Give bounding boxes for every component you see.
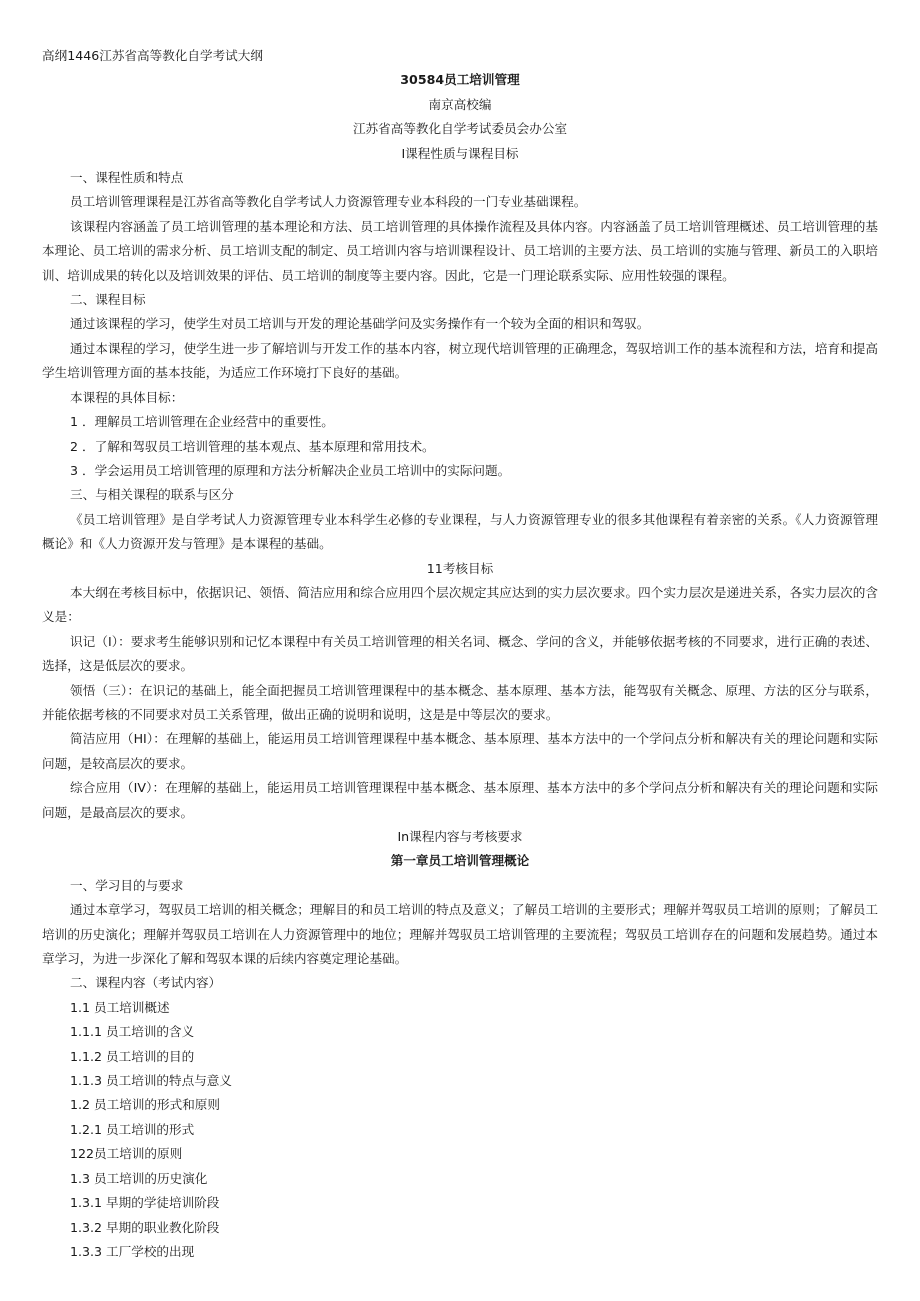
header-line: 高纲1446江苏省高等教化自学考试大纲 <box>42 48 263 63</box>
chapter1-section1-paragraph: 通过本章学习，驾驭员工培训的相关概念；理解目的和员工培训的特点及意义；了解员工培训的主要形式；理解并驾驭员工培训的原则；了解员工培训的历史演化；理解并驾驭员工培训在人力资源管理中的地位；理解并驾驭员工培训管理的主要流程；驾驭员工培训存在的问题和发展趋势。通过本章学习，为进一步深化了解和驾驭本课的后续内容奠定理论基础。 <box>42 902 878 967</box>
section3-paragraph: 《员工培训管理》是自学考试人力资源管理专业本科学生必修的专业课程，与人力资源管理专业的很多其他课程有着亲密的关系。《人力资源管理概论》和《人力资源开发与管理》是本课程的基础。 <box>42 511 878 552</box>
section3-heading: 三、与相关课程的联系与区分 <box>70 487 234 503</box>
goal-item: 2 ．了解和驾驭员工培训管理的基本观点、基本原理和常用技术。 <box>70 438 435 454</box>
level-recall: 识记（I）：要求考生能够识别和记忆本课程中有关员工培训管理的相关名词、概念、学问的含义，并能够依据考核的不同要求，进行正确的表述、选择，这是低层次的要求。 <box>42 633 878 674</box>
editor-line: 南京高校编 <box>428 96 492 112</box>
level-simple-apply: 简洁应用（HI）：在理解的基础上，能运用员工培训管理课程中基本概念、基本原理、基本方法中的一个学问点分析和解决有关的理论问题和实际问题，是较高层次的要求。 <box>42 731 878 771</box>
level-comprehend: 领悟（三）：在识记的基础上，能全面把握员工培训管理课程中的基本概念、基本原理、基本方法，能驾驭有关概念、原理、方法的区分与联系，并能依据考核的不同要求对员工关系管理，做出正确的说明和说明，这是是中等层次的要求。 <box>42 682 878 722</box>
toc-item: 1.2 员工培训的形式和原则 <box>70 1097 220 1113</box>
toc-item: 1.1 员工培训概述 <box>70 999 170 1015</box>
toc-item: 1.3.2 早期的职业教化阶段 <box>70 1219 220 1235</box>
section1-paragraph-2: 该课程内容涵盖了员工培训管理的基本理论和方法、员工培训管理的具体操作流程及具体内容。内容涵盖了员工培训管理概述、员工培训管理的基本理论、员工培训的需求分析、员工培训支配的制定、员工培训内容与培训课程设计、员工培训的主要方法、员工培训的实施与管理、新员工的入职培训、培训成果的转化以及培训效果的评估、员工培训的制度等主要内容。因此，它是一门理论联系实际、应用性较强的课程。 <box>42 218 878 283</box>
section2-paragraph-1: 通过该课程的学习，使学生对员工培训与开发的理论基础学问及实务操作有一个较为全面的相识和驾驭。 <box>70 316 650 332</box>
section1-paragraph-1: 员工培训管理课程是江苏省高等教化自学考试人力资源管理专业本科段的一门专业基础课程。 <box>70 194 587 210</box>
toc-item: 1.2.1 员工培训的形式 <box>70 1121 195 1137</box>
section2-paragraph-2: 通过本课程的学习，使学生进一步了解培训与开发工作的基本内容，树立现代培训管理的正确理念，驾驭培训工作的基本流程和方法，培育和提高学生培训管理方面的基本技能，为适应工作环境打下良好的基础。 <box>42 340 878 381</box>
section2-heading: 二、课程目标 <box>70 292 146 308</box>
part2-title: 11考核目标 <box>426 560 494 576</box>
goal-item: 3 ．学会运用员工培训管理的原理和方法分析解决企业员工培训中的实际问题。 <box>70 462 511 478</box>
part2-intro: 本大纲在考核目标中，依据识记、领悟、简洁应用和综合应用四个层次规定其应达到的实力层次要求。四个实力层次是递进关系，各实力层次的含义是： <box>42 584 878 625</box>
toc-item: 1.1.2 员工培训的目的 <box>70 1048 195 1064</box>
toc-item: 1.1.1 员工培训的含义 <box>70 1024 195 1040</box>
course-title: 30584员工培训管理 <box>400 72 520 88</box>
office-line: 江苏省高等教化自学考试委员会办公室 <box>352 121 568 137</box>
part1-title: I课程性质与课程目标 <box>401 145 519 161</box>
toc-item: 1.3.1 早期的学徒培训阶段 <box>70 1195 220 1211</box>
toc-item: 122员工培训的原则 <box>70 1146 183 1162</box>
part3-title: In课程内容与考核要求 <box>397 829 523 844</box>
level-comprehensive-apply: 综合应用（IV）：在理解的基础上，能运用员工培训管理课程中基本概念、基本原理、基本方法中的多个学问点分析和解决有关的理论问题和实际问题，是最高层次的要求。 <box>42 780 878 820</box>
chapter1-section1-heading: 一、学习目的与要求 <box>70 877 184 893</box>
chapter1-title: 第一章员工培训管理概论 <box>390 853 530 869</box>
toc-item: 1.3.3 工厂学校的出现 <box>70 1243 195 1259</box>
document-page <box>42 44 878 1264</box>
section2-paragraph-3: 本课程的具体目标： <box>70 389 184 405</box>
chapter1-section2-heading: 二、课程内容（考试内容） <box>70 975 222 991</box>
toc-item: 1.1.3 员工培训的特点与意义 <box>70 1073 232 1089</box>
section1-heading: 一、课程性质和特点 <box>70 170 184 186</box>
toc-item: 1.3 员工培训的历史演化 <box>70 1170 208 1186</box>
goal-item: 1 ．理解员工培训管理在企业经营中的重要性。 <box>70 414 334 430</box>
